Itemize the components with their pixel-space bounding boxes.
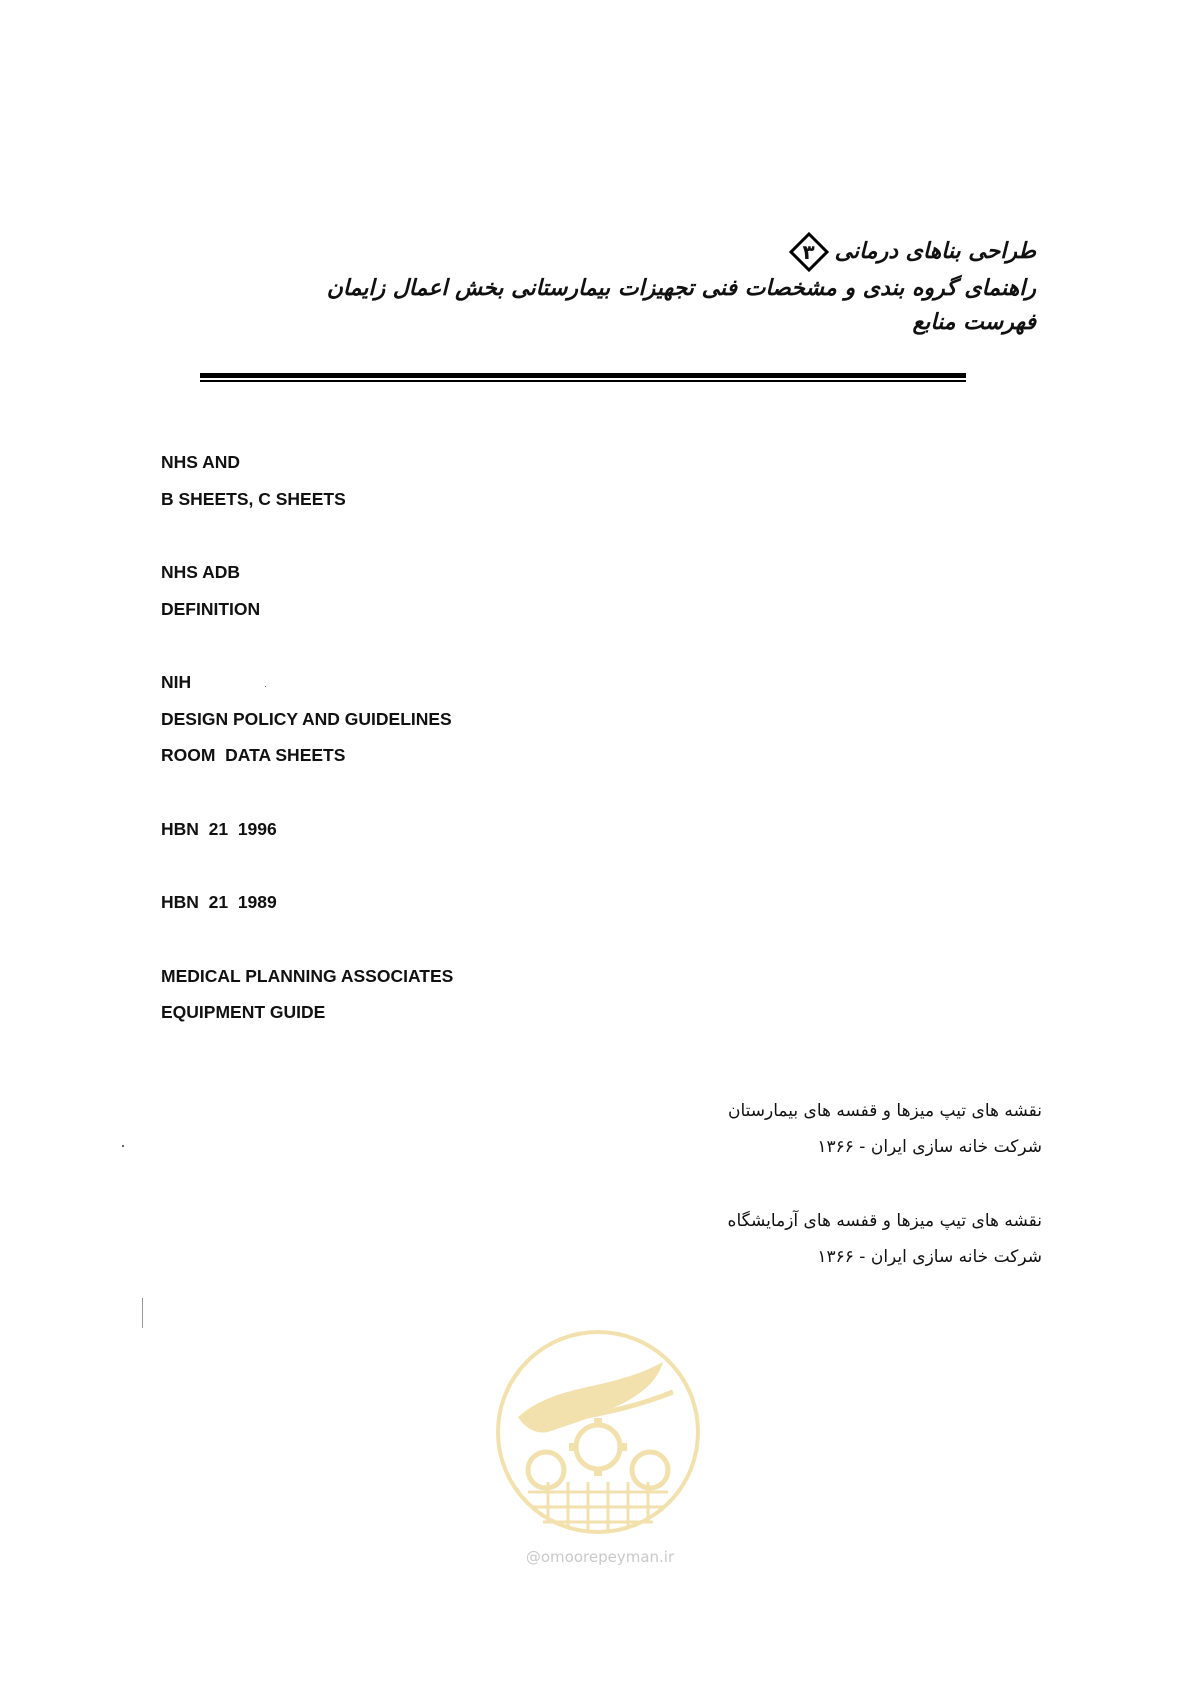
reference-line: MEDICAL PLANNING ASSOCIATES [161, 965, 454, 986]
reference-item [161, 958, 761, 1031]
reference-line: B SHEETS, C SHEETS [161, 488, 346, 509]
persian-reference-publisher: شرکت خانه سازی ایران - ۱۳۶۶ [817, 1137, 1042, 1157]
reference-line: HBN 21 1996 [161, 818, 277, 839]
reference-line: DESIGN POLICY AND GUIDELINES [161, 708, 452, 729]
persian-reference-title: نقشه های تیپ میزها و قفسه های آزمایشگاه [727, 1211, 1042, 1231]
persian-reference-title: نقشه های تیپ میزها و قفسه های بیمارستان [728, 1101, 1042, 1121]
reference-line: ROOM DATA SHEETS [161, 745, 346, 765]
reference-list [161, 444, 761, 1031]
header-title-row [336, 232, 1036, 272]
header-divider [200, 373, 966, 383]
scan-speck [122, 1145, 124, 1147]
reference-line: EQUIPMENT GUIDE [161, 1002, 326, 1022]
reference-item [161, 811, 761, 848]
reference-item [161, 664, 761, 774]
reference-item [161, 884, 761, 921]
reference-line: NHS AND [161, 452, 241, 472]
header-title: طراحی بناهای درمانی [834, 239, 1036, 264]
persian-reference-list [522, 1093, 1042, 1275]
reference-line: DEFINITION [161, 598, 261, 619]
scan-speck [142, 1298, 143, 1328]
chapter-number: ۳ [802, 240, 815, 264]
scan-speck [265, 686, 266, 687]
reference-line: HBN 21 1989 [161, 892, 277, 912]
reference-line: NHS ADB [161, 562, 241, 582]
header-subtitle: راهنمای گروه بندی و مشخصات فنی تجهیزات بیمارستانی بخش اعمال زایمان [326, 276, 1036, 301]
document-header [326, 232, 1036, 340]
section-title: فهرست منابع [912, 310, 1036, 335]
watermark-url: @omoorepeyman.ir [525, 1548, 675, 1566]
reference-item [161, 554, 761, 627]
persian-reference-publisher: شرکت خانه سازی ایران - ۱۳۶۶ [817, 1247, 1042, 1267]
watermark-logo-icon [488, 1322, 708, 1562]
reference-item [161, 444, 761, 517]
reference-line: NIH [161, 672, 192, 692]
chapter-number-badge-icon [789, 232, 829, 272]
